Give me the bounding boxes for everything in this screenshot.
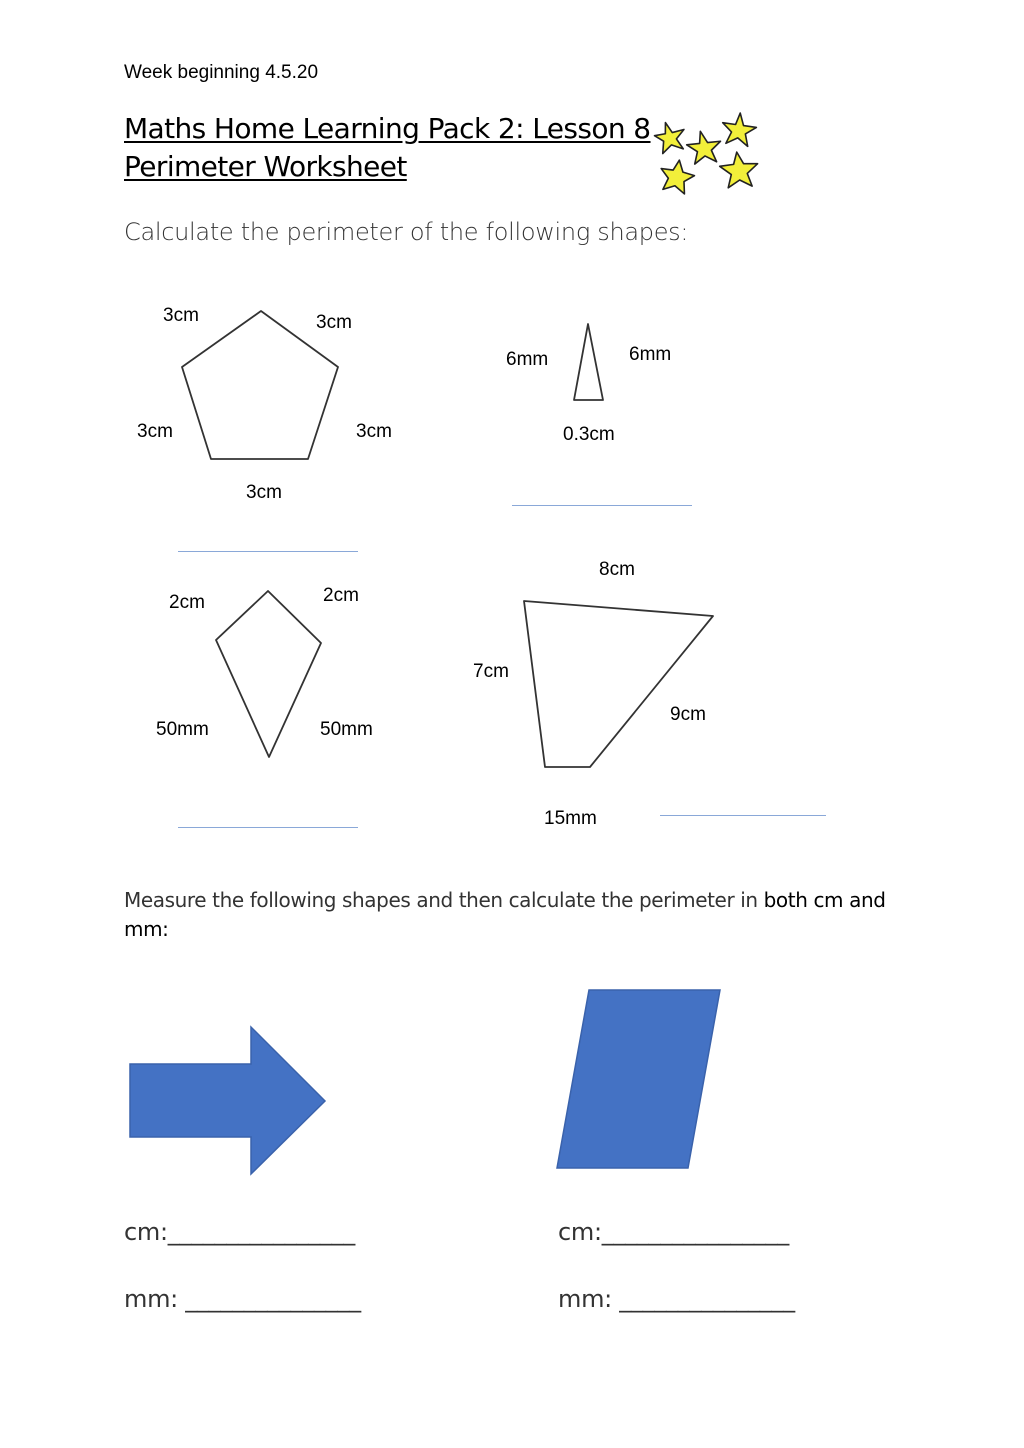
title-line-1: Maths Home Learning Pack 2: Lesson 8 bbox=[124, 112, 651, 145]
kite-shape bbox=[216, 591, 321, 757]
parallelogram-mm-answer[interactable]: mm: _______________ bbox=[558, 1285, 795, 1313]
triangle-label: 6mm bbox=[506, 349, 549, 370]
arrow-shape bbox=[130, 1027, 325, 1174]
answer-line-triangle[interactable] bbox=[512, 505, 692, 506]
pentagon-label: 3cm bbox=[316, 312, 352, 333]
pentagon-label: 3cm bbox=[163, 305, 199, 326]
pentagon-shape bbox=[182, 311, 338, 459]
answer-line-quad[interactable] bbox=[660, 815, 826, 816]
instruction-measure-text: Measure the following shapes and then calculate the perimeter in bbox=[124, 888, 764, 912]
stars-icon bbox=[653, 111, 760, 195]
quadrilateral-shape bbox=[524, 601, 713, 767]
kite-label: 50mm bbox=[320, 719, 373, 740]
week-label: Week beginning 4.5.20 bbox=[124, 62, 319, 83]
kite-label: 2cm bbox=[169, 592, 205, 613]
instruction-measure-emphasis: both cm and mm: bbox=[124, 888, 886, 941]
quad-label: 7cm bbox=[473, 661, 509, 682]
arrow-cm-answer[interactable]: cm:________________ bbox=[124, 1218, 355, 1246]
quad-label: 8cm bbox=[599, 559, 635, 580]
triangle-label: 0.3cm bbox=[563, 424, 615, 445]
instruction-measure bbox=[124, 886, 914, 944]
arrow-mm-answer[interactable]: mm: _______________ bbox=[124, 1285, 361, 1313]
answer-line-kite[interactable] bbox=[178, 827, 358, 828]
instruction-calculate: Calculate the perimeter of the following shapes: bbox=[124, 218, 689, 246]
page-title bbox=[124, 110, 651, 186]
triangle-shape bbox=[574, 324, 603, 400]
parallelogram-cm-answer[interactable]: cm:________________ bbox=[558, 1218, 789, 1246]
triangle-label: 6mm bbox=[629, 344, 672, 365]
quad-label: 9cm bbox=[670, 704, 706, 725]
answer-line-pentagon[interactable] bbox=[178, 551, 358, 552]
quad-label: 15mm bbox=[544, 808, 597, 829]
pentagon-label: 3cm bbox=[137, 421, 173, 442]
pentagon-label: 3cm bbox=[246, 482, 282, 503]
title-line-2: Perimeter Worksheet bbox=[124, 150, 407, 183]
kite-label: 50mm bbox=[156, 719, 209, 740]
kite-label: 2cm bbox=[323, 585, 359, 606]
pentagon-label: 3cm bbox=[356, 421, 392, 442]
parallelogram-shape bbox=[557, 990, 720, 1168]
